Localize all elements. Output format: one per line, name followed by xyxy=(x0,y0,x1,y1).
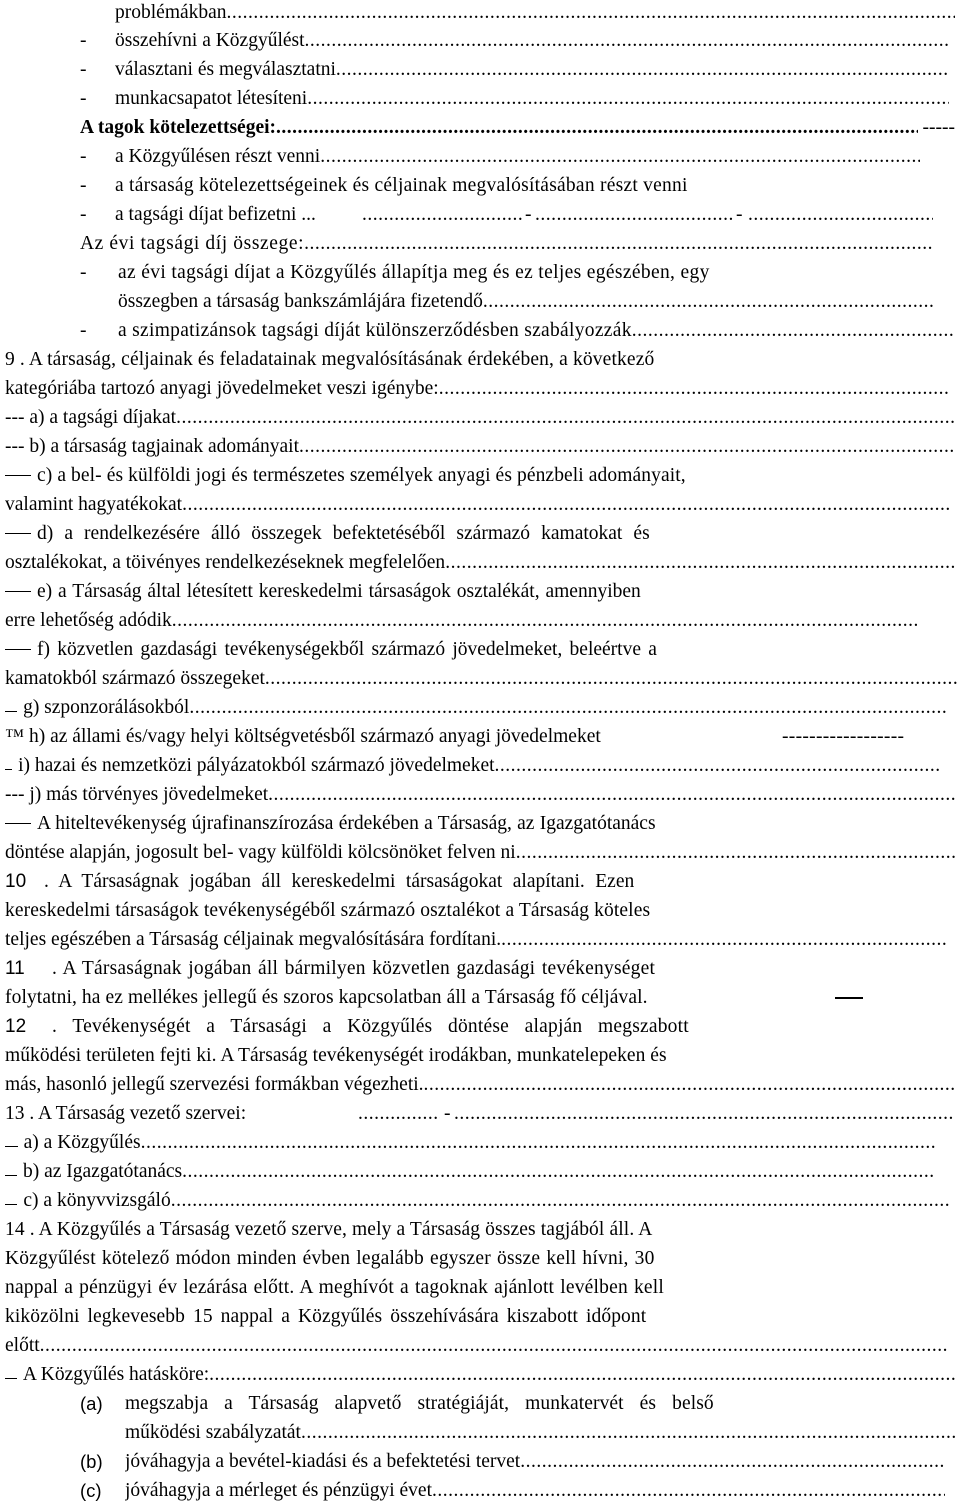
text-line: működési területen fejti ki. A Társaság tevékenységét irodákban, munkatelepeken és xyxy=(5,1045,667,1066)
list-item: b) az Igazgatótanács ..... xyxy=(5,1157,935,1186)
text-line: A hiteltevékenység újrafinanszírozása érdekében a Társaság, az Igazgatótanács xyxy=(0,809,960,838)
text-line: döntése alapján, jogosult bel- vagy külföldi kölcsönöket felven ni ..... xyxy=(5,838,957,867)
text-line: teljes egészében a Társaság céljainak megvalósítására fordítani. ..... xyxy=(5,925,947,954)
section-12: 12 . Tevékenységét a Társasági a Közgyűlés döntése alapján megszabott xyxy=(5,1016,689,1037)
list-item: - munkacsapatot létesíteni ..... xyxy=(0,84,960,113)
text-line: Közgyűlést kötelező módon minden évben legalább egyszer össze kell hívni, 30 xyxy=(5,1248,655,1269)
list-item: g) szponzorálásokból ..... xyxy=(5,693,947,722)
text-line: kategóriába tartozó anyagi jövedelmeket veszi igénybe: ..... xyxy=(5,374,950,403)
section-13: 13 . A Társaság vezető szervei: ..... - ..... xyxy=(0,1099,960,1128)
list-item: (a) megszabja a Társaság alapvető stratégiáját, munkatervét és belső xyxy=(80,1393,714,1414)
text-line: előtt ..... xyxy=(5,1331,947,1360)
section-heading: A tagok kötelezettségei: ..... ----- xyxy=(80,113,955,142)
em-dash xyxy=(835,997,863,999)
text-line: A Közgyűlés hatásköre: ..... xyxy=(5,1360,955,1389)
list-item: --- a) a tagsági díjakat ..... xyxy=(5,403,955,432)
list-item: c) a könyvvizsgáló ..... xyxy=(5,1186,950,1215)
list-item: (b) jóváhagyja a bevétel-kiadási és a befektetési tervet ..... xyxy=(0,1447,960,1476)
text-line: összegben a társaság bankszámlájára fizetendő ..... xyxy=(118,287,933,316)
text-line: kereskedelmi társaságok tevékenységéből származó osztalékot a Társaság köteles xyxy=(5,900,651,921)
list-item: f) közvetlen gazdasági tevékenységekből származó jövedelmeket, beleértve a xyxy=(0,635,960,664)
text-line: valamint hagyatékokat ..... xyxy=(5,490,950,519)
text-line: más, hasonló jellegű szervezési formákban végezheti. ..... xyxy=(5,1070,955,1099)
list-item: i) hazai és nemzetközi pályázatokból származó jövedelmeket ..... xyxy=(5,751,940,780)
text-line: folytatni, ha ez mellékes jellegű és szoros kapcsolatban áll a Társaság fő céljával. xyxy=(0,983,960,1012)
list-item: d) a rendelkezésére álló összegek befektetéséből származó kamatokat és xyxy=(0,519,960,548)
list-item: e) a Társaság által létesített kereskedelmi társaságok osztalékát, amennyiben xyxy=(0,577,960,606)
text-line: működési szabályzatát ..... xyxy=(125,1418,955,1447)
section-10: 10 . A Társaságnak jogában áll kereskedelmi társaságokat alapítani. Ezen xyxy=(5,871,635,892)
list-item: ™ h) az állami és/vagy helyi költségvetésből származó anyagi jövedelmeket ------------------ xyxy=(5,726,905,747)
list-item: - az évi tagsági díjat a Közgyűlés állapítja meg és ez teljes egészében, egy xyxy=(80,262,710,283)
text-line: nappal a pénzügyi év lezárása előtt. A meghívót a tagoknak ajánlott levélben kell xyxy=(5,1277,665,1298)
list-item: - összehívni a Közgyűlést ..... xyxy=(0,26,960,55)
text-line: kamatokból származó összegeket ..... xyxy=(5,664,957,693)
list-item: a) a Közgyűlés ..... xyxy=(5,1128,935,1157)
list-item: (c) jóváhagyja a mérleget és pénzügyi évet ..... xyxy=(0,1476,960,1505)
list-item: --- j) más törvényes jövedelmeket ..... xyxy=(5,780,955,809)
text-line: erre lehetőség adódik ..... xyxy=(5,606,917,635)
list-item: - a tagsági díjat befizetni ... ..... - ..... - ..... xyxy=(0,200,960,229)
list-item: - a Közgyűlésen részt venni ..... xyxy=(0,142,960,171)
text-line: Az évi tagsági díj összege: ..... xyxy=(80,229,932,258)
list-item: --- b) a társaság tagjainak adományait ..... xyxy=(5,432,955,461)
text-line: kiközölni legkevesebb 15 nappal a Közgyűlés összehívására kiszabott időpont xyxy=(5,1306,647,1327)
list-item: - a társaság kötelezettségeinek és céljainak megvalósításában részt venni xyxy=(80,175,688,196)
list-item: - választani és megválasztatni ..... xyxy=(0,55,960,84)
section-11: 11 . A Társaságnak jogában áll bármilyen közvetlen gazdasági tevékenységet xyxy=(5,958,656,979)
list-item: - a szimpatizánsok tagsági díját különszerződésben szabályozzák ..... xyxy=(0,316,960,345)
list-item: c) a bel- és külföldi jogi és természetes személyek anyagi és pénzbeli adományait, xyxy=(0,461,960,490)
section-9: 9 . A társaság, céljainak és feladatainak megvalósításának érdekében, a következő xyxy=(5,349,655,370)
section-14: 14 . A Közgyűlés a Társaság vezető szerve, mely a Társaság összes tagjából áll. A xyxy=(5,1219,653,1240)
text-line: osztalékokat, a töivényes rendelkezéseknek megfelelően ..... xyxy=(5,548,957,577)
text-line: problémákban ..... xyxy=(115,0,955,27)
